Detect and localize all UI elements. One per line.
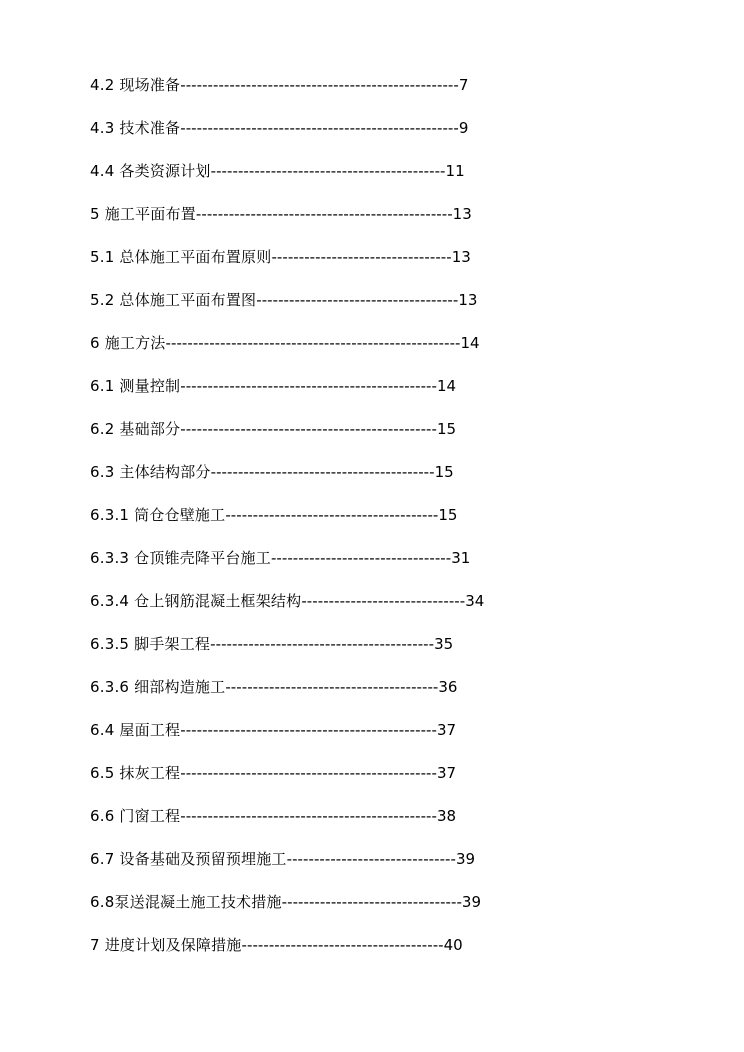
toc-entry-title: 6 施工方法 <box>90 334 166 352</box>
toc-entry-page-number: 14 <box>460 334 480 352</box>
toc-entry-title: 5.1 总体施工平面布置原则 <box>90 248 272 266</box>
toc-entry-page-number: 13 <box>458 291 478 309</box>
toc-entry-page-number: 15 <box>438 506 458 524</box>
toc-entry-leader: ----------------------------------------------- <box>195 205 453 223</box>
table-of-contents <box>90 74 484 977</box>
toc-entry-title: 6.3 主体结构部分 <box>90 463 211 481</box>
toc-entry-leader: ----------------------------------------------- <box>180 764 437 782</box>
toc-entry[interactable] <box>90 461 484 504</box>
toc-entry-page-number: 11 <box>445 162 465 180</box>
toc-entry-page-number: 31 <box>451 549 471 567</box>
toc-entry[interactable] <box>90 805 484 848</box>
toc-entry[interactable] <box>90 332 484 375</box>
toc-entry-title: 5 施工平面布置 <box>90 205 196 223</box>
toc-entry[interactable] <box>90 676 484 719</box>
toc-entry-title: 6.3.4 仓上钢筋混凝土框架结构 <box>90 592 302 610</box>
toc-entry-page-number: 39 <box>461 893 482 911</box>
toc-entry-leader: ------------------------------- <box>286 850 456 868</box>
toc-entry-title: 4.4 各类资源计划 <box>90 162 211 180</box>
toc-entry-leader: --------------------------------- <box>281 893 462 911</box>
toc-entry[interactable] <box>90 74 484 117</box>
toc-entry-leader: ------------------------------ <box>301 592 466 610</box>
toc-entry-title: 6.8泵送混凝土施工技术措施 <box>90 893 282 911</box>
toc-entry-page-number: 15 <box>436 420 457 438</box>
toc-entry-leader: --------------------------------------------------- <box>180 119 459 137</box>
toc-entry-page-number: 38 <box>436 807 457 825</box>
toc-entry-title: 4.2 现场准备 <box>90 76 181 94</box>
toc-entry[interactable] <box>90 934 484 977</box>
toc-entry[interactable] <box>90 547 484 590</box>
toc-entry-title: 6.3.5 脚手架工程 <box>90 635 211 653</box>
toc-entry-title: 6.3.1 筒仓仓壁施工 <box>90 506 226 524</box>
toc-entry-page-number: 15 <box>434 463 454 481</box>
toc-entry-leader: ----------------------------------------------- <box>180 377 437 395</box>
toc-entry-page-number: 13 <box>452 205 472 223</box>
toc-entry-leader: ------------------------------------------- <box>210 162 446 180</box>
toc-entry-page-number: 37 <box>436 721 457 739</box>
toc-entry-leader: ----------------------------------------------- <box>180 807 437 825</box>
toc-entry-leader: ------------------------------------- <box>256 291 459 309</box>
toc-entry-page-number: 35 <box>434 635 454 653</box>
toc-entry[interactable] <box>90 246 484 289</box>
toc-entry-page-number: 36 <box>438 678 458 696</box>
toc-entry-title: 7 进度计划及保障措施 <box>90 936 242 954</box>
toc-entry[interactable] <box>90 848 484 891</box>
toc-entry-leader: ------------------------------------------------------ <box>165 334 461 352</box>
toc-entry-leader: --------------------------------------- <box>225 678 439 696</box>
toc-entry-leader: ----------------------------------------- <box>210 635 435 653</box>
toc-entry-page-number: 34 <box>465 592 485 610</box>
toc-entry-page-number: 13 <box>451 248 471 266</box>
toc-entry[interactable] <box>90 719 484 762</box>
toc-entry-title: 6.5 抹灰工程 <box>90 764 181 782</box>
toc-entry-title: 6.3.6 细部构造施工 <box>90 678 226 696</box>
toc-entry-title: 6.4 屋面工程 <box>90 721 181 739</box>
toc-entry-title: 6.2 基础部分 <box>90 420 181 438</box>
toc-entry-page-number: 40 <box>443 936 463 954</box>
toc-entry[interactable] <box>90 289 484 332</box>
toc-entry[interactable] <box>90 590 484 633</box>
toc-entry-leader: --------------------------------------- <box>225 506 439 524</box>
toc-entry-title: 6.3.3 仓顶锥壳降平台施工 <box>90 549 271 567</box>
toc-entry-leader: ----------------------------------------- <box>210 463 435 481</box>
toc-entry[interactable] <box>90 375 484 418</box>
toc-entry[interactable] <box>90 203 484 246</box>
toc-entry-leader: --------------------------------------------------- <box>180 76 459 94</box>
toc-entry-title: 6.7 设备基础及预留预埋施工 <box>90 850 287 868</box>
toc-entry[interactable] <box>90 762 484 805</box>
toc-entry-page-number: 37 <box>436 764 457 782</box>
toc-entry-leader: ----------------------------------------------- <box>180 721 437 739</box>
toc-entry-title: 5.2 总体施工平面布置图 <box>90 291 257 309</box>
toc-entry-title: 6.1 测量控制 <box>90 377 181 395</box>
toc-entry-leader: ------------------------------------- <box>241 936 444 954</box>
toc-entry-page-number: 14 <box>436 377 457 395</box>
toc-entry[interactable] <box>90 891 484 934</box>
toc-entry-leader: --------------------------------- <box>270 549 452 567</box>
toc-entry-title: 6.6 门窗工程 <box>90 807 181 825</box>
toc-entry[interactable] <box>90 504 484 547</box>
toc-entry[interactable] <box>90 418 484 461</box>
toc-entry-page-number: 9 <box>458 119 469 137</box>
toc-entry[interactable] <box>90 117 484 160</box>
toc-entry-leader: --------------------------------- <box>271 248 452 266</box>
toc-entry-page-number: 39 <box>455 850 476 868</box>
toc-entry-page-number: 7 <box>458 76 469 94</box>
toc-entry-title: 4.3 技术准备 <box>90 119 181 137</box>
toc-entry-leader: ----------------------------------------------- <box>180 420 437 438</box>
toc-entry[interactable] <box>90 160 484 203</box>
toc-entry[interactable] <box>90 633 484 676</box>
